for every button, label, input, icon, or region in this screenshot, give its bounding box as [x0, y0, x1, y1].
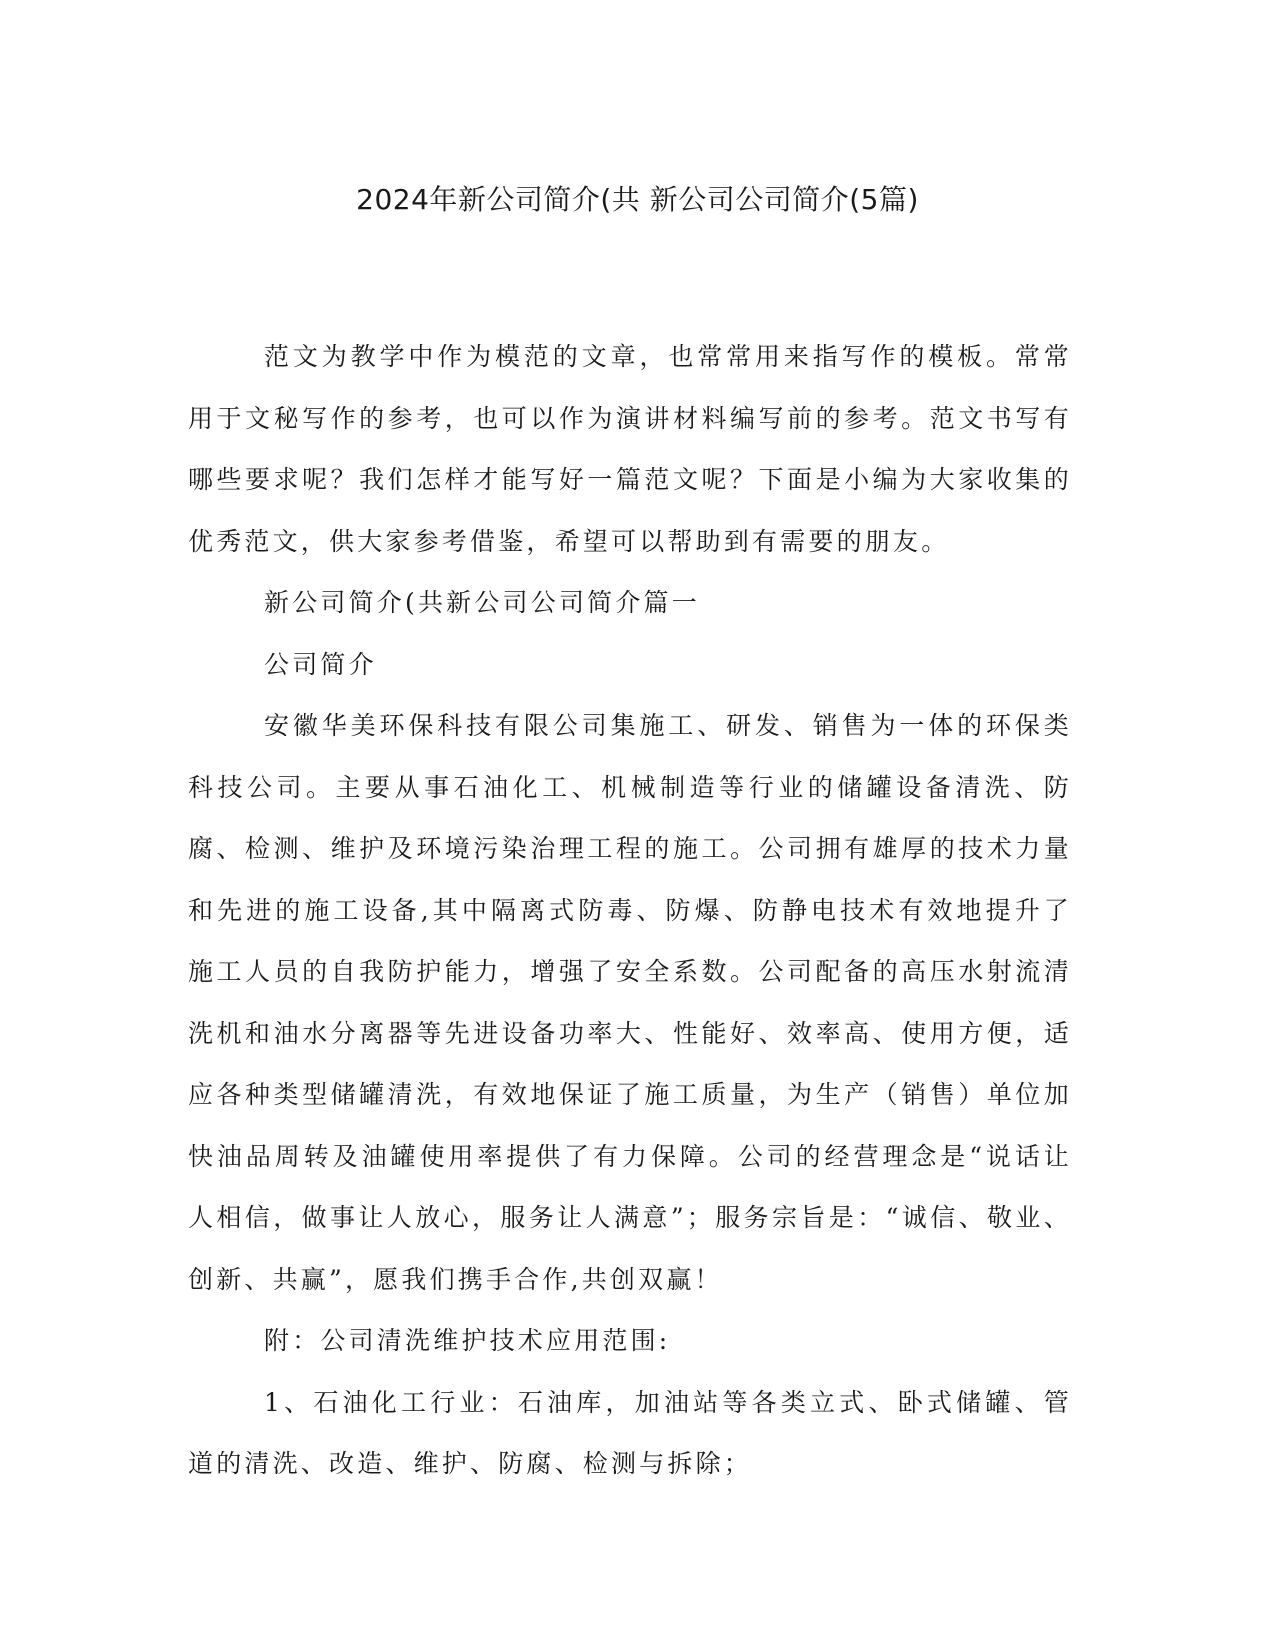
- section-heading: 新公司简介(共新公司公司简介篇一: [264, 588, 700, 617]
- appendix-heading: 附：公司清洗维护技术应用范围:: [264, 1326, 671, 1355]
- document-body: [188, 326, 1072, 1495]
- intro-paragraph: 范文为教学中作为模范的文章，也常常用来指写作的模板。常常用于文秘写作的参考，也可以作为演讲材料编写前的参考。范文书写有哪些要求呢？我们怎样才能写好一篇范文呢？下面是小编为大家收集的优秀范文，供大家参考借鉴，希望可以帮助到有需要的朋友。: [188, 342, 1072, 556]
- company-profile-paragraph: 安徽华美环保科技有限公司集施工、研发、销售为一体的环保类科技公司。主要从事石油化工、机械制造等行业的储罐设备清洗、防腐、检测、维护及环境污染治理工程的施工。公司拥有雄厚的技术力量和先进的施工设备,其中隔离式防毒、防爆、防静电技术有效地提升了施工人员的自我防护能力，增强了安全系数。公司配备的高压水射流清洗机和油水分离器等先进设备功率大、性能好、效率高、使用方便，适应各种类型储罐清洗，有效地保证了施工质量，为生产（销售）单位加快油品周转及油罐使用率提供了有力保障。公司的经营理念是“说话让人相信，做事让人放心，服务让人满意”；服务宗旨是：“诚信、敬业、创新、共赢”，愿我们携手合作,共创双赢！: [188, 711, 1072, 1294]
- subsection-heading: 公司简介: [264, 649, 377, 679]
- document-title: 2024年新公司简介(共 新公司公司简介(5篇): [356, 183, 919, 216]
- appendix-item-1: 1、石油化工行业：石油库，加油站等各类立式、卧式储罐、管道的清洗、改造、维护、防腐、检测与拆除；: [188, 1387, 1072, 1478]
